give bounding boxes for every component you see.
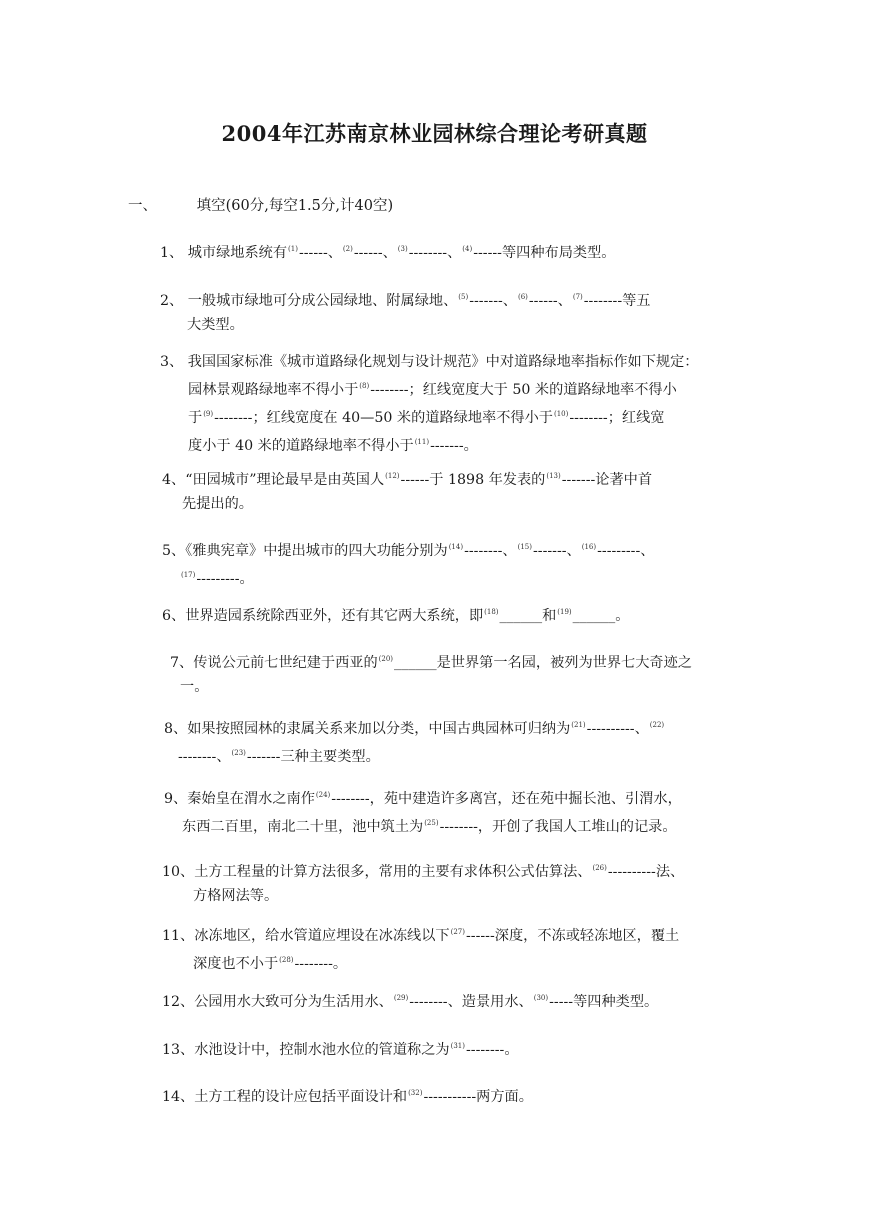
question-text: 3、 我国国家标准《城市道路绿化规划与设计规范》中对道路绿地率指标作如下规定： [160,354,699,370]
question-4 [162,464,652,516]
question-line [164,783,682,811]
question-text: --------，苑中建造许多离宫，还在苑中掘长池、引渭水， [331,791,682,807]
question-10 [162,856,684,908]
question-line [160,402,698,430]
blank-number: (27) [450,928,465,936]
question-text: ----------法、 [607,864,685,880]
question-line [162,464,652,492]
question-11 [162,920,679,976]
question-text: 9、秦始皇在渭水之南作 [164,791,315,807]
section-heading [128,194,393,215]
question-5 [162,535,654,591]
blank-number: (1) [288,245,298,253]
question-9 [164,783,682,839]
question-text: -------、 [532,543,581,559]
blank-number: (12) [385,472,400,480]
blank-number: (29) [393,994,409,1002]
question-line [162,884,684,908]
question-line [162,948,679,976]
question-text: --------。 [466,1042,519,1058]
blank-number: (3) [397,245,408,253]
question-text: ______。 [572,608,630,624]
blank-number: (8) [359,382,370,390]
question-line [164,741,665,769]
question-6 [162,600,629,628]
blank-number: (21) [571,721,586,729]
question-3 [160,350,698,458]
blank-number: (16) [581,543,597,551]
blank-number: (30) [533,994,549,1002]
question-text: -------、 [469,293,517,309]
question-text: --------、 [178,749,231,765]
question-text: 7、传说公元前七世纪建于西亚的 [170,655,378,671]
blank-number: (25) [424,819,439,827]
question-line [170,647,692,675]
blank-number: (23) [231,749,246,757]
question-line [162,1034,519,1062]
blank-number: (28) [279,956,294,964]
question-text: 11、冰冻地区，给水管道应埋设在冰冻线以下 [162,928,450,944]
question-text: 8、如果按照园林的隶属关系来加以分类，中国古典园林可归纳为 [164,721,571,737]
blank-number: (20) [378,655,394,663]
question-text: ------、 [353,245,397,261]
blank-number: (11) [414,438,430,446]
question-line [160,313,651,337]
question-text: ------等四种布局类型。 [473,245,616,261]
question-line [162,600,629,628]
blank-number: (32) [408,1089,423,1097]
question-text: 13、水池设计中，控制水池水位的管道称之为 [162,1042,450,1058]
question-line [160,285,651,313]
page-title: 2004年江苏南京林业园林综合理论考研真题 [221,121,648,146]
question-7 [170,647,692,699]
blank-number: (5) [458,293,469,301]
question-text: 4、“田园城市”理论最早是由英国人 [162,472,385,488]
blank-number: (6) [517,293,528,301]
question-2 [160,285,651,337]
blank-number: (13) [546,472,561,480]
question-text: ------、 [298,245,342,261]
question-text: 先提出的。 [182,496,253,512]
question-line [162,535,654,563]
question-line [162,986,658,1014]
blank-number: (2) [342,245,353,253]
question-text: --------、造景用水、 [409,994,533,1010]
question-text: --------；红线宽 [569,410,665,426]
question-text: --------、 [408,245,462,261]
question-text: ---------。 [196,571,254,587]
question-text: 一。 [180,679,209,695]
question-text: 14、土方工程的设计应包括平面设计和 [162,1089,408,1105]
question-13 [162,1034,519,1062]
question-text: --------，开创了我国人工堆山的记录。 [439,819,677,835]
blank-number: (19) [557,608,572,616]
question-text: -------。 [430,438,478,454]
question-text: ---------、 [597,543,655,559]
question-line [160,350,698,374]
blank-number: (7) [572,293,583,301]
question-text: ______和 [499,608,557,624]
question-text: ______是世界第一名园，被列为世界七大奇迹之 [394,655,692,671]
question-line [164,811,682,839]
question-line [164,713,665,741]
question-text: --------等五 [583,293,651,309]
question-line [160,374,698,402]
question-text: 5、《雅典宪章》中提出城市的四大功能分别为 [162,543,448,559]
question-text: 10、土方工程量的计算方法很多，常用的主要有求体积公式估算法、 [162,864,592,880]
question-text: --------、 [464,543,517,559]
question-1 [160,237,615,265]
question-text: 2、 一般城市绿地可分成公园绿地、附属绿地、 [160,293,458,309]
question-line [160,237,615,265]
blank-number: (31) [450,1042,465,1050]
question-text: -----------两方面。 [423,1089,533,1105]
question-line [170,675,692,699]
question-line [162,1081,533,1109]
question-line [162,492,652,516]
blank-number: (4) [462,245,473,253]
question-text: 深度也不小于 [193,956,279,972]
question-text: --------。 [294,956,348,972]
blank-number: (24) [315,791,331,799]
question-line [162,920,679,948]
blank-number: (26) [592,864,607,872]
question-line [160,430,698,458]
question-text: -------三种主要类型。 [246,749,380,765]
blank-number: (17) [181,571,196,579]
blank-number: (18) [484,608,499,616]
question-text: -----等四种类型。 [549,994,659,1010]
question-text: 6、世界造园系统除西亚外，还有其它两大系统，即 [162,608,484,624]
question-12 [162,986,658,1014]
question-line [162,856,684,884]
question-text: 12、公园用水大致可分为生活用水、 [162,994,393,1010]
question-line [162,563,654,591]
question-text: 于 [188,410,203,426]
blank-number: (14) [448,543,464,551]
question-14 [162,1081,533,1109]
question-text: ----------、 [586,721,649,737]
section-text: 填空(60分,每空1.5分,计40空) [196,198,394,214]
question-text: 度小于 40 米的道路绿地率不得小于 [188,438,414,454]
question-text: 东西二百里，南北二十里，池中筑土为 [182,819,424,835]
question-text: -------论著中首 [561,472,653,488]
blank-number: (9) [203,410,214,418]
blank-number: (15) [517,543,532,551]
question-8 [164,713,665,769]
question-text: --------；红线宽度在 40—50 米的道路绿地率不得小于 [214,410,553,426]
blank-number: (22) [649,721,665,729]
question-text: --------；红线宽度大于 50 米的道路绿地率不得小 [370,382,677,398]
question-text: ------于 1898 年发表的 [400,472,546,488]
blank-number: (10) [553,410,569,418]
question-text: 1、 城市绿地系统有 [160,245,288,261]
question-text: 大类型。 [187,317,244,333]
question-text: ------、 [528,293,572,309]
question-text: ------深度，不冻或轻冻地区，覆土 [466,928,680,944]
question-text: 园林景观路绿地率不得小于 [188,382,359,398]
question-text: 方格网法等。 [193,888,279,904]
section-number: 一、 [128,198,157,214]
